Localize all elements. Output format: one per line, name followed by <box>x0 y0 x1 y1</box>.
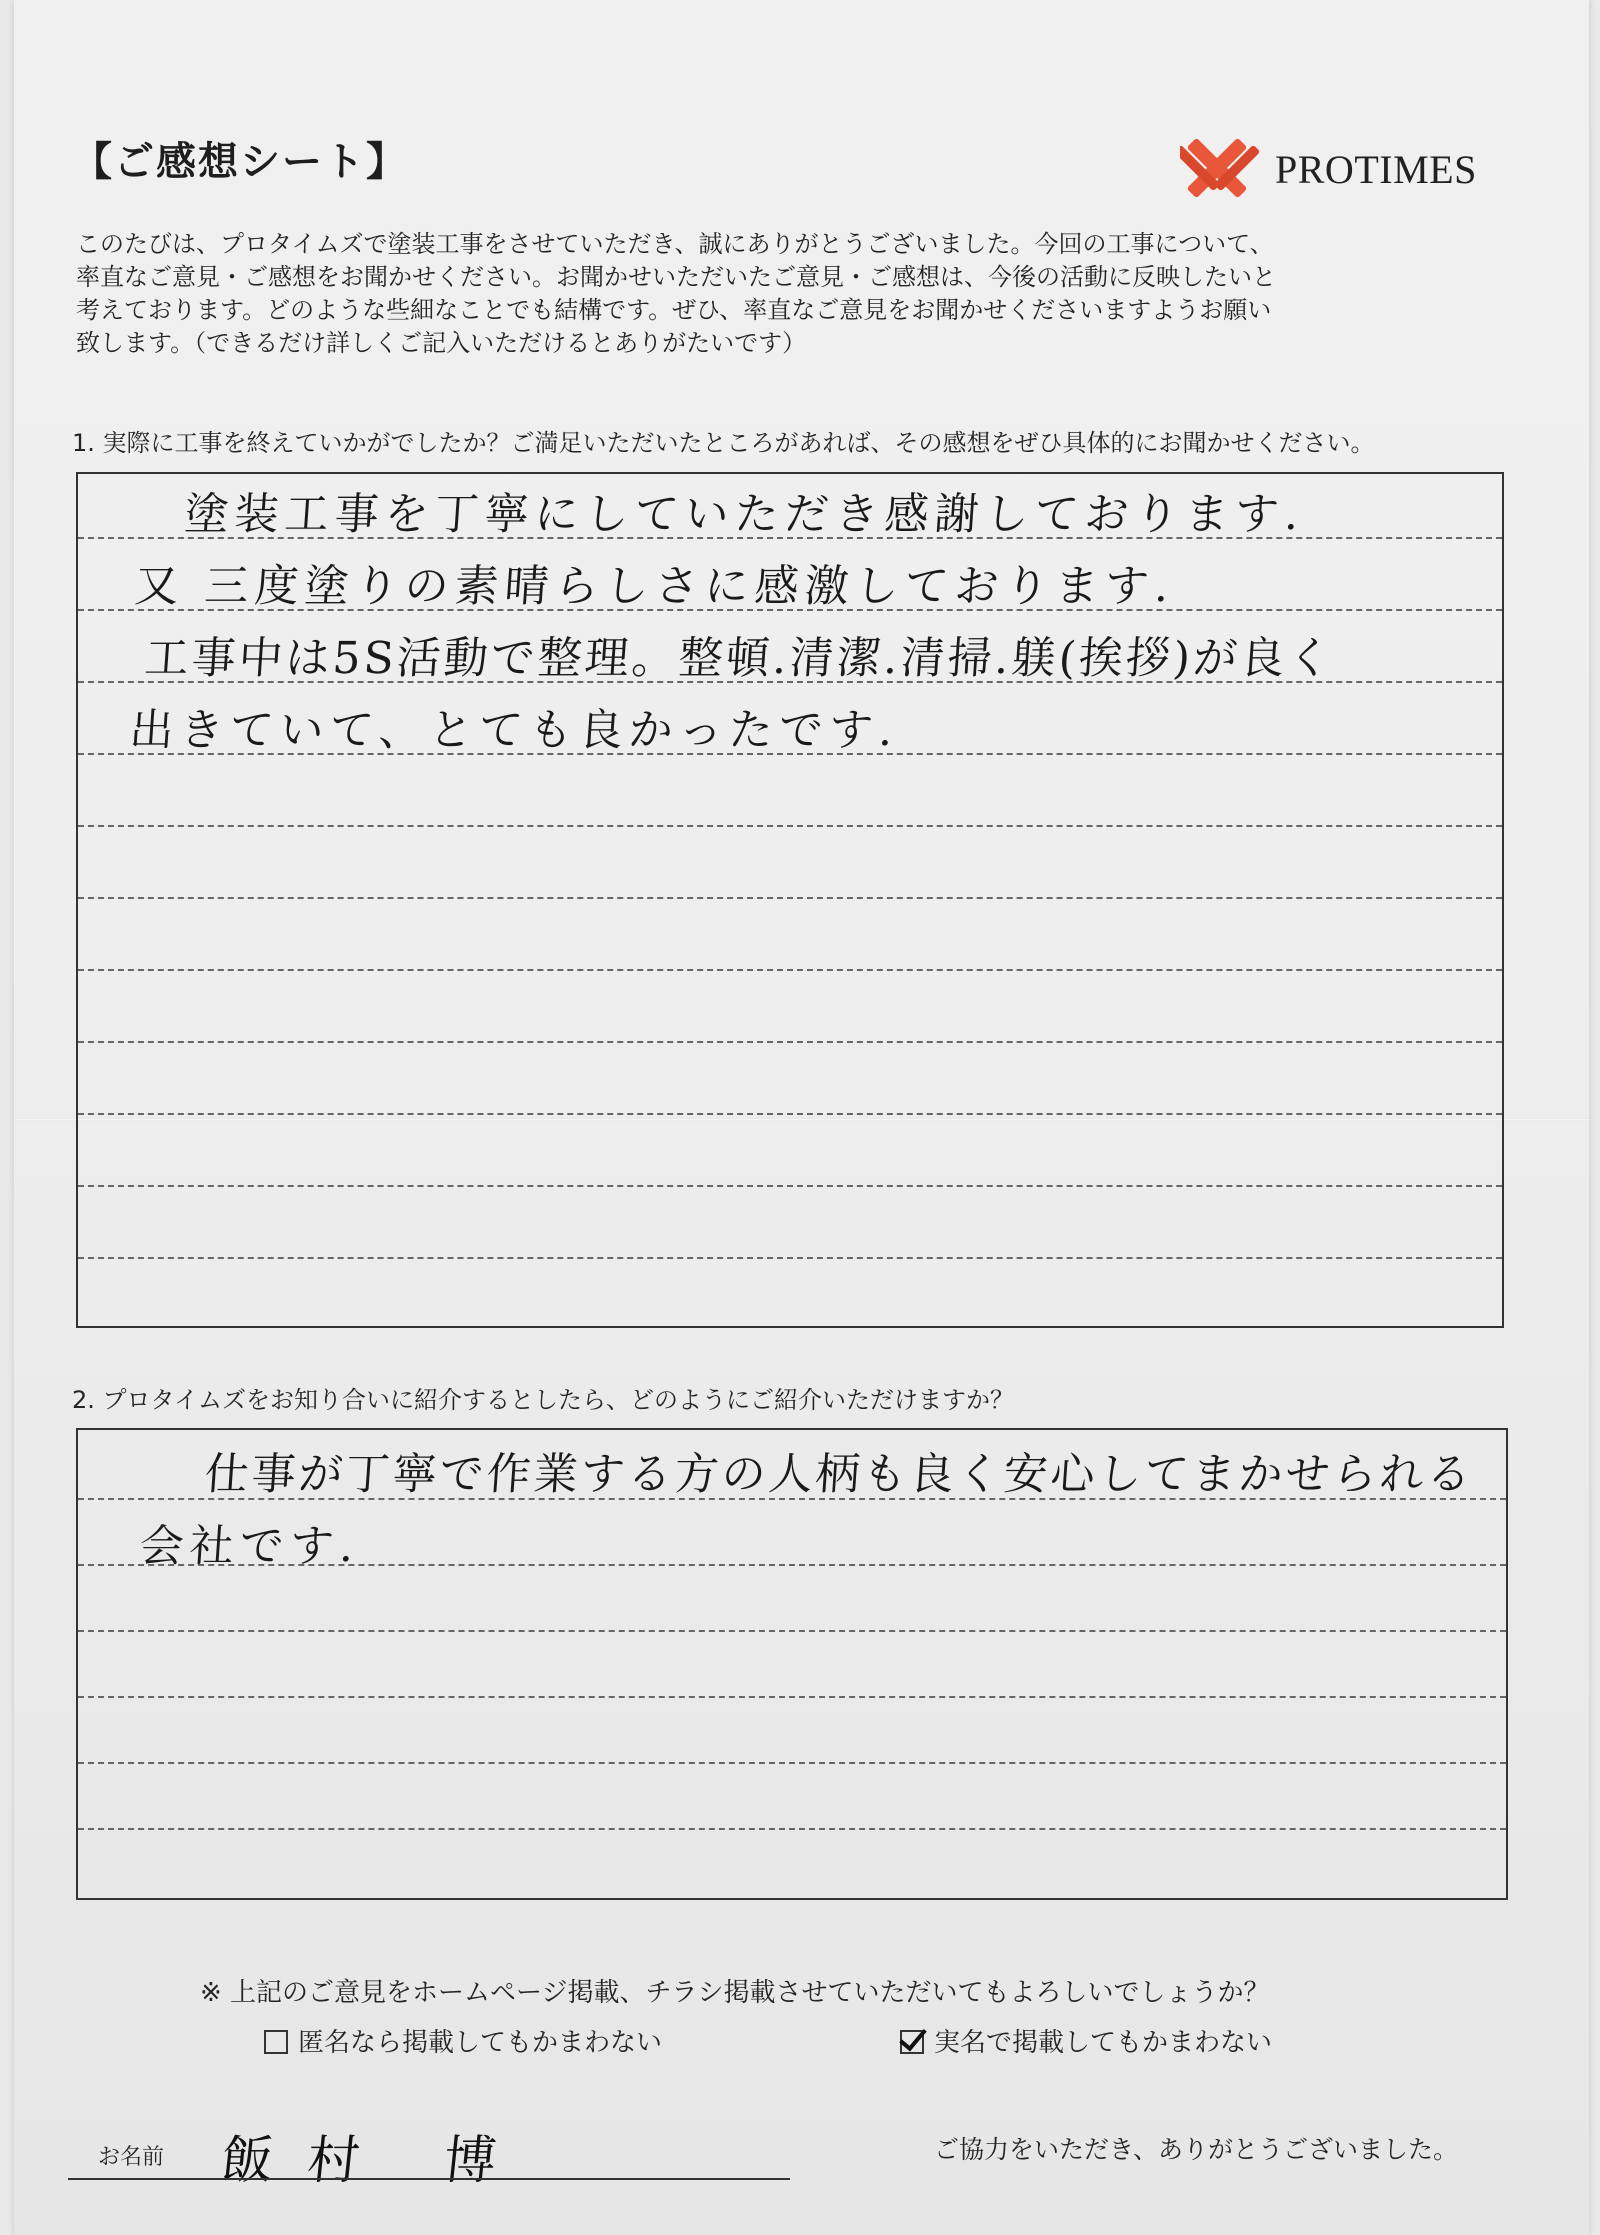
answer-2-line: 仕事が丁寧で作業する方の人柄も良く安心してまかせられる <box>202 1449 1476 1500</box>
intro-text <box>76 228 1526 360</box>
intro-line: このたびは、プロタイムズで塗装工事をさせていただき、誠にありがとうございました。今回の工事について、 <box>76 230 1274 258</box>
answer-1-line: 工事中は5S活動で整理。整頓.清潔.清掃.躾(挨拶)が良く <box>142 633 1336 684</box>
name-underline <box>68 2178 790 2180</box>
anonymous-option[interactable] <box>264 2022 662 2059</box>
question-2-label: 2. プロタイムズをお知り合いに紹介するとしたら、どのようにご紹介いただけますか？ <box>72 1386 1015 1414</box>
answer-1-line: 塗装工事を丁寧にしていただき感謝しております. <box>182 489 1307 540</box>
anonymous-checkbox[interactable] <box>264 2030 288 2054</box>
intro-line: 考えております。どのような些細なことでも結構です。ぜひ、率直なご意見をお聞かせくださいますようお願い <box>76 296 1272 324</box>
sheet-title: 【ご感想シート】 <box>72 139 408 185</box>
answer-2-line: 会社です. <box>137 1521 362 1572</box>
real-name-checkbox[interactable] <box>900 2030 924 2054</box>
intro-line: 致します。（できるだけ詳しくご記入いただけるとありがたいです） <box>76 329 807 357</box>
brand-name: PROTIMES <box>1275 147 1477 192</box>
anonymous-option-label: 匿名なら掲載してもかまわない <box>298 2028 663 2058</box>
name-field[interactable]: 飯村 博 <box>218 2131 534 2191</box>
intro-line: 率直なご意見・ご感想をお聞かせください。お聞かせいただいたご意見・ご感想は、今後の活動に反映したいと <box>76 263 1276 291</box>
question-1-label: 1. 実際に工事を終えていかがでしたか？ご満足いただいたところがあれば、その感想をぜひ具体的にお聞かせください。 <box>72 429 1375 457</box>
answer-1-line: 出きていて、とても良かったです. <box>127 705 901 756</box>
thanks-text: ご協力をいただき、ありがとうございました。 <box>934 2135 1459 2164</box>
answer-1-line: 又 三度塗りの素晴らしさに感激しております. <box>132 561 1177 612</box>
publication-consent-note: ※ 上記のご意見をホームページ掲載、チラシ掲載させていただいてもよろしいでしょうか？ <box>200 1978 1270 2008</box>
name-label: お名前 <box>98 2145 165 2170</box>
real-name-option-label: 実名で掲載してもかまわない <box>934 2028 1273 2058</box>
real-name-option[interactable] <box>900 2022 1272 2059</box>
